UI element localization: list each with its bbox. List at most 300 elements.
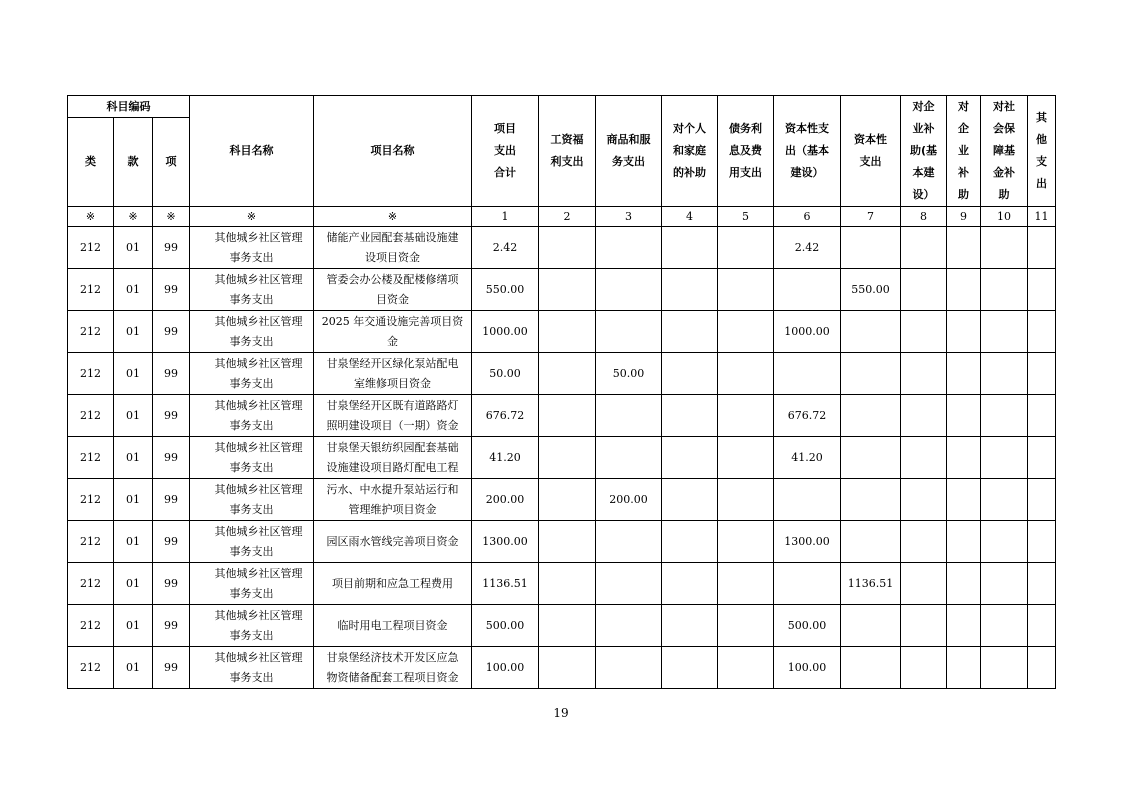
project-line: 物资储备配套工程项目资金	[326, 670, 459, 684]
cell-value	[774, 353, 841, 395]
table-row	[68, 437, 1056, 479]
project-line: 设项目资金	[365, 250, 420, 264]
cell-value	[1028, 563, 1056, 605]
cell-value	[596, 521, 662, 563]
cell-subject-name	[190, 521, 314, 563]
subject-line: 其他城乡社区管理	[214, 482, 303, 496]
header-lei: 类	[68, 118, 114, 207]
header-enterprise-basic	[901, 96, 947, 207]
cell-value	[1028, 269, 1056, 311]
index-cell: 9	[947, 207, 981, 227]
subject-line: 其他城乡社区管理	[214, 398, 303, 412]
cell-value	[662, 311, 718, 353]
cell-value	[539, 647, 596, 689]
cell-value	[596, 311, 662, 353]
cell-subject-name	[190, 227, 314, 269]
cell-value	[596, 647, 662, 689]
project-line: 照明建设项目（一期）资金	[326, 418, 459, 432]
cell-project-name	[314, 479, 472, 521]
cell-value: 50.00	[472, 353, 539, 395]
project-line: 管理维护项目资金	[348, 502, 437, 516]
cell-value	[662, 437, 718, 479]
index-cell: 2	[539, 207, 596, 227]
cell-lei: 212	[68, 311, 114, 353]
subject-line: 事务支出	[229, 628, 274, 642]
header-line: 支出	[494, 144, 516, 157]
cell-lei: 212	[68, 395, 114, 437]
header-line: 金补	[993, 166, 1015, 179]
header-line: 设）	[912, 188, 935, 201]
header-line: 他	[1036, 133, 1047, 146]
cell-value	[841, 605, 901, 647]
header-line: 用支出	[729, 166, 762, 179]
header-line: 务支出	[612, 155, 645, 168]
cell-value: 1300.00	[472, 521, 539, 563]
header-capital	[841, 96, 901, 207]
index-cell: 6	[774, 207, 841, 227]
index-cell: 8	[901, 207, 947, 227]
cell-value: 200.00	[596, 479, 662, 521]
cell-value	[539, 479, 596, 521]
table-row	[68, 311, 1056, 353]
cell-subject-name	[190, 269, 314, 311]
project-line: 甘泉堡经济技术开发区应急	[326, 650, 459, 664]
cell-value	[718, 269, 774, 311]
table-row	[68, 353, 1056, 395]
project-line: 园区雨水管线完善项目资金	[326, 534, 459, 548]
cell-value: 50.00	[596, 353, 662, 395]
cell-value: 676.72	[774, 395, 841, 437]
cell-value	[981, 227, 1028, 269]
cell-value	[539, 437, 596, 479]
project-line: 污水、中水提升泵站运行和	[326, 482, 459, 496]
header-line: 业补	[912, 122, 935, 135]
header-subject-name: 科目名称	[190, 96, 314, 207]
cell-value	[539, 353, 596, 395]
cell-value: 550.00	[841, 269, 901, 311]
cell-value	[981, 269, 1028, 311]
cell-value	[981, 479, 1028, 521]
header-line: 助(基	[909, 144, 938, 157]
cell-value	[718, 395, 774, 437]
header-total	[472, 96, 539, 207]
cell-value	[596, 605, 662, 647]
cell-value: 1300.00	[774, 521, 841, 563]
header-line: 资本性	[854, 133, 887, 146]
subject-line: 事务支出	[229, 460, 274, 474]
cell-value	[539, 563, 596, 605]
cell-value	[662, 563, 718, 605]
cell-value	[662, 353, 718, 395]
cell-value	[718, 227, 774, 269]
cell-subject-name	[190, 605, 314, 647]
cell-value	[981, 311, 1028, 353]
cell-value	[947, 227, 981, 269]
header-line: 合计	[494, 166, 516, 179]
cell-lei: 212	[68, 479, 114, 521]
cell-value: 550.00	[472, 269, 539, 311]
header-line: 障基	[993, 144, 1015, 157]
index-cell: 11	[1028, 207, 1056, 227]
cell-lei: 212	[68, 521, 114, 563]
cell-value	[718, 311, 774, 353]
cell-value	[662, 647, 718, 689]
cell-xiang: 99	[153, 563, 190, 605]
cell-value	[1028, 647, 1056, 689]
cell-value	[596, 227, 662, 269]
cell-xiang: 99	[153, 647, 190, 689]
project-line: 设施建设项目路灯配电工程	[326, 460, 459, 474]
cell-value	[662, 227, 718, 269]
subject-line: 事务支出	[229, 292, 274, 306]
subject-line: 事务支出	[229, 334, 274, 348]
cell-kuan: 01	[114, 521, 153, 563]
header-social	[981, 96, 1028, 207]
cell-value	[1028, 605, 1056, 647]
cell-value	[596, 269, 662, 311]
table-row	[68, 605, 1056, 647]
cell-project-name	[314, 437, 472, 479]
header-line: 支出	[859, 155, 882, 168]
cell-xiang: 99	[153, 521, 190, 563]
index-cell: ※	[114, 207, 153, 227]
header-line: 债务利	[729, 122, 762, 135]
cell-lei: 212	[68, 227, 114, 269]
cell-project-name	[314, 521, 472, 563]
header-line: 息及费	[729, 144, 762, 157]
index-cell: 4	[662, 207, 718, 227]
cell-value	[901, 479, 947, 521]
cell-value	[841, 311, 901, 353]
project-line: 管委会办公楼及配楼修缮项	[326, 272, 459, 286]
header-line: 企	[958, 122, 969, 135]
index-cell: ※	[68, 207, 114, 227]
cell-value	[947, 647, 981, 689]
cell-value	[947, 479, 981, 521]
cell-value: 1136.51	[472, 563, 539, 605]
cell-value	[718, 605, 774, 647]
cell-value	[1028, 479, 1056, 521]
project-line: 2025 年交通设施完善项目资	[321, 314, 464, 328]
cell-lei: 212	[68, 353, 114, 395]
cell-value	[981, 647, 1028, 689]
header-personal	[662, 96, 718, 207]
subject-line: 其他城乡社区管理	[214, 566, 303, 580]
cell-value	[539, 395, 596, 437]
cell-value	[947, 521, 981, 563]
cell-value: 2.42	[472, 227, 539, 269]
cell-xiang: 99	[153, 311, 190, 353]
header-other	[1028, 96, 1056, 207]
header-line: 资本性支	[785, 122, 829, 135]
cell-lei: 212	[68, 269, 114, 311]
cell-project-name	[314, 311, 472, 353]
project-line: 甘泉堡经开区既有道路路灯	[326, 398, 459, 412]
cell-value	[901, 605, 947, 647]
subject-line: 事务支出	[229, 544, 274, 558]
cell-kuan: 01	[114, 647, 153, 689]
cell-value	[539, 269, 596, 311]
cell-xiang: 99	[153, 269, 190, 311]
cell-project-name	[314, 563, 472, 605]
cell-value	[901, 647, 947, 689]
subject-line: 其他城乡社区管理	[214, 272, 303, 286]
cell-lei: 212	[68, 647, 114, 689]
header-line: 其	[1036, 111, 1047, 124]
cell-value: 500.00	[774, 605, 841, 647]
cell-subject-name	[190, 479, 314, 521]
index-cell: 7	[841, 207, 901, 227]
cell-value	[539, 605, 596, 647]
cell-value: 41.20	[774, 437, 841, 479]
header-line: 的补助	[673, 166, 706, 179]
cell-value: 200.00	[472, 479, 539, 521]
subject-line: 其他城乡社区管理	[214, 314, 303, 328]
cell-lei: 212	[68, 605, 114, 647]
cell-value	[947, 437, 981, 479]
index-cell: 5	[718, 207, 774, 227]
cell-project-name	[314, 395, 472, 437]
cell-value	[1028, 353, 1056, 395]
subject-line: 事务支出	[229, 418, 274, 432]
index-cell: ※	[190, 207, 314, 227]
header-line: 商品和服	[606, 133, 651, 146]
cell-value	[774, 479, 841, 521]
index-cell: ※	[314, 207, 472, 227]
cell-value	[981, 353, 1028, 395]
cell-value: 1000.00	[774, 311, 841, 353]
cell-value	[774, 563, 841, 605]
cell-value	[841, 647, 901, 689]
cell-value	[718, 353, 774, 395]
project-line: 储能产业园配套基础设施建	[326, 230, 459, 244]
header-line: 建设）	[790, 166, 824, 179]
header-line: 支	[1036, 155, 1047, 168]
cell-project-name	[314, 269, 472, 311]
cell-value	[901, 437, 947, 479]
cell-value	[718, 647, 774, 689]
header-line: 工资福	[550, 133, 584, 146]
header-line: 会保	[993, 122, 1015, 135]
subject-line: 其他城乡社区管理	[214, 440, 303, 454]
header-line: 项目	[494, 122, 516, 135]
project-line: 甘泉堡经开区绿化泵站配电	[326, 356, 459, 370]
cell-project-name	[314, 227, 472, 269]
subject-line: 其他城乡社区管理	[214, 356, 303, 370]
cell-kuan: 01	[114, 227, 153, 269]
cell-kuan: 01	[114, 353, 153, 395]
cell-value	[981, 605, 1028, 647]
header-line: 助	[958, 188, 969, 201]
cell-subject-name	[190, 353, 314, 395]
cell-value	[947, 395, 981, 437]
header-line: 对个人	[673, 122, 706, 135]
project-line: 室维修项目资金	[354, 376, 431, 390]
cell-value	[841, 395, 901, 437]
cell-value	[841, 479, 901, 521]
cell-value	[841, 437, 901, 479]
cell-value	[1028, 227, 1056, 269]
header-line: 补	[958, 166, 969, 179]
cell-value	[901, 521, 947, 563]
cell-project-name	[314, 353, 472, 395]
cell-kuan: 01	[114, 269, 153, 311]
cell-value	[539, 521, 596, 563]
cell-kuan: 01	[114, 395, 153, 437]
cell-value	[901, 353, 947, 395]
cell-xiang: 99	[153, 479, 190, 521]
cell-xiang: 99	[153, 353, 190, 395]
cell-value: 2.42	[774, 227, 841, 269]
project-line: 甘泉堡天银纺织园配套基础	[326, 440, 459, 454]
subject-line: 事务支出	[229, 250, 274, 264]
table-row	[68, 227, 1056, 269]
cell-value	[596, 395, 662, 437]
index-cell: ※	[153, 207, 190, 227]
cell-subject-name	[190, 311, 314, 353]
cell-value	[901, 395, 947, 437]
cell-value	[596, 563, 662, 605]
budget-table	[67, 95, 1056, 689]
cell-kuan: 01	[114, 437, 153, 479]
project-line: 金	[387, 334, 398, 348]
cell-value	[947, 353, 981, 395]
subject-line: 其他城乡社区管理	[214, 650, 303, 664]
subject-line: 其他城乡社区管理	[214, 524, 303, 538]
cell-value	[1028, 395, 1056, 437]
header-kuan: 款	[114, 118, 153, 207]
header-line: 利支出	[550, 155, 584, 168]
cell-xiang: 99	[153, 395, 190, 437]
cell-subject-name	[190, 395, 314, 437]
header-xiang: 项	[153, 118, 190, 207]
cell-value	[596, 437, 662, 479]
header-line: 出	[1036, 177, 1047, 190]
cell-value	[718, 479, 774, 521]
subject-line: 其他城乡社区管理	[214, 608, 303, 622]
header-code-group: 科目编码	[68, 96, 190, 118]
project-line: 临时用电工程项目资金	[337, 618, 448, 632]
cell-value	[718, 563, 774, 605]
cell-value	[662, 395, 718, 437]
header-line: 出（基本	[785, 144, 829, 157]
cell-value	[774, 269, 841, 311]
cell-value	[662, 605, 718, 647]
cell-project-name	[314, 605, 472, 647]
cell-value	[539, 227, 596, 269]
header-debt	[718, 96, 774, 207]
table-row	[68, 521, 1056, 563]
cell-value	[662, 269, 718, 311]
header-goods	[596, 96, 662, 207]
cell-value	[901, 311, 947, 353]
table-row	[68, 479, 1056, 521]
cell-xiang: 99	[153, 437, 190, 479]
cell-subject-name	[190, 647, 314, 689]
table-row	[68, 647, 1056, 689]
cell-xiang: 99	[153, 605, 190, 647]
cell-xiang: 99	[153, 227, 190, 269]
cell-value	[901, 227, 947, 269]
cell-value	[901, 563, 947, 605]
header-project-name: 项目名称	[314, 96, 472, 207]
cell-kuan: 01	[114, 311, 153, 353]
cell-kuan: 01	[114, 605, 153, 647]
cell-value	[841, 521, 901, 563]
cell-project-name	[314, 647, 472, 689]
cell-value	[841, 353, 901, 395]
cell-value	[662, 479, 718, 521]
header-capital-basic	[774, 96, 841, 207]
cell-value: 676.72	[472, 395, 539, 437]
index-cell: 10	[981, 207, 1028, 227]
subject-line: 事务支出	[229, 502, 274, 516]
index-cell: 1	[472, 207, 539, 227]
header-line: 和家庭	[673, 144, 706, 157]
cell-value	[662, 521, 718, 563]
cell-value: 1000.00	[472, 311, 539, 353]
cell-value	[947, 311, 981, 353]
cell-value	[947, 605, 981, 647]
cell-value: 500.00	[472, 605, 539, 647]
table-row	[68, 269, 1056, 311]
subject-line: 其他城乡社区管理	[214, 230, 303, 244]
cell-value	[981, 437, 1028, 479]
project-line: 项目前期和应急工程费用	[332, 576, 453, 590]
cell-value	[981, 563, 1028, 605]
cell-subject-name	[190, 437, 314, 479]
cell-value: 100.00	[774, 647, 841, 689]
subject-line: 事务支出	[229, 376, 274, 390]
cell-value	[981, 395, 1028, 437]
cell-value	[947, 269, 981, 311]
page-number: 19	[553, 706, 569, 720]
header-line: 对企	[912, 100, 935, 113]
index-row	[68, 207, 1056, 227]
cell-value	[901, 269, 947, 311]
subject-line: 事务支出	[229, 670, 274, 684]
cell-subject-name	[190, 563, 314, 605]
header-line: 对社	[993, 100, 1015, 113]
header-line: 本建	[912, 166, 935, 179]
header-line: 对	[958, 100, 969, 113]
cell-value: 100.00	[472, 647, 539, 689]
cell-lei: 212	[68, 437, 114, 479]
table-row	[68, 563, 1056, 605]
table-row	[68, 395, 1056, 437]
project-line: 目资金	[376, 292, 409, 306]
cell-value	[718, 437, 774, 479]
cell-kuan: 01	[114, 479, 153, 521]
header-enterprise	[947, 96, 981, 207]
cell-value	[1028, 437, 1056, 479]
cell-value	[841, 227, 901, 269]
header-wage	[539, 96, 596, 207]
cell-value	[1028, 311, 1056, 353]
header-line: 助	[998, 188, 1010, 201]
cell-value	[539, 311, 596, 353]
cell-value	[981, 521, 1028, 563]
index-cell: 3	[596, 207, 662, 227]
subject-line: 事务支出	[229, 586, 274, 600]
cell-kuan: 01	[114, 563, 153, 605]
cell-lei: 212	[68, 563, 114, 605]
cell-value: 1136.51	[841, 563, 901, 605]
cell-value	[718, 521, 774, 563]
cell-value	[947, 563, 981, 605]
cell-value	[1028, 521, 1056, 563]
header-line: 业	[958, 144, 969, 157]
